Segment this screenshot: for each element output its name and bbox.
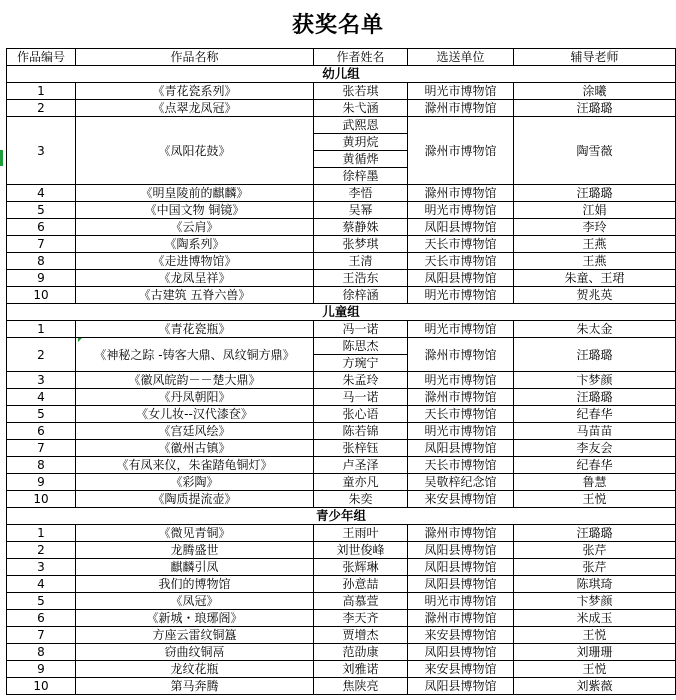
- work-title-cell: 《走进博物馆》: [76, 253, 314, 270]
- header-cell-work: 作品名称: [76, 49, 314, 66]
- teacher-cell: 王燕: [514, 236, 676, 253]
- unit-cell: 天长市博物馆: [408, 253, 514, 270]
- table-row: [7, 338, 676, 355]
- author-cell: 吴幂: [314, 202, 408, 219]
- work-number-cell: 1: [7, 525, 76, 542]
- teacher-cell: 卞梦颜: [514, 372, 676, 389]
- work-title-cell: 《明皇陵前的麒麟》: [76, 185, 314, 202]
- table-row: [7, 627, 676, 644]
- teacher-cell: 汪璐璐: [514, 185, 676, 202]
- table-row: [7, 678, 676, 695]
- teacher-cell: 涂曦: [514, 83, 676, 100]
- author-cell: 王雨叶: [314, 525, 408, 542]
- unit-cell: 凤阳县博物馆: [408, 542, 514, 559]
- work-number-cell: 7: [7, 627, 76, 644]
- author-cell: 武熙恩: [314, 117, 408, 134]
- unit-cell: 滁州市博物馆: [408, 389, 514, 406]
- work-title-cell: 《点翠龙凤冠》: [76, 100, 314, 117]
- unit-cell: 凤阳县博物馆: [408, 576, 514, 593]
- teacher-cell: 纪春华: [514, 457, 676, 474]
- work-title-cell: 《徽州古镇》: [76, 440, 314, 457]
- work-number-cell: 4: [7, 389, 76, 406]
- work-number-cell: 4: [7, 576, 76, 593]
- table-row: [7, 202, 676, 219]
- teacher-cell: 陶雪薇: [514, 117, 676, 185]
- author-cell: 王浩东: [314, 270, 408, 287]
- author-cell: 刘雅诺: [314, 661, 408, 678]
- work-number-cell: 10: [7, 287, 76, 304]
- table-row: [7, 219, 676, 236]
- teacher-cell: 米成玉: [514, 610, 676, 627]
- unit-cell: 凤阳县博物馆: [408, 559, 514, 576]
- table-row: [7, 661, 676, 678]
- work-number-cell: 9: [7, 270, 76, 287]
- unit-cell: 凤阳县博物馆: [408, 270, 514, 287]
- teacher-cell: 贺兆英: [514, 287, 676, 304]
- teacher-cell: 鲁慧: [514, 474, 676, 491]
- table-row: [7, 423, 676, 440]
- work-number-cell: 3: [7, 372, 76, 389]
- table-row: [7, 542, 676, 559]
- author-cell: 王清: [314, 253, 408, 270]
- unit-cell: 明光市博物馆: [408, 372, 514, 389]
- header-cell-teacher: 辅导老师: [514, 49, 676, 66]
- work-number-cell: 10: [7, 491, 76, 508]
- author-cell: 蔡静姝: [314, 219, 408, 236]
- work-number-cell: 5: [7, 202, 76, 219]
- teacher-cell: 刘紫薇: [514, 678, 676, 695]
- work-title-cell: 《陶质提流壶》: [76, 491, 314, 508]
- work-number-cell: 8: [7, 253, 76, 270]
- author-cell: 黄循烨: [314, 151, 408, 168]
- teacher-cell: 李友会: [514, 440, 676, 457]
- unit-cell: 凤阳县博物馆: [408, 219, 514, 236]
- teacher-cell: 刘珊珊: [514, 644, 676, 661]
- unit-cell: 来安县博物馆: [408, 491, 514, 508]
- work-title-cell: 《凤冠》: [76, 593, 314, 610]
- work-title-cell: 《龙凤呈祥》: [76, 270, 314, 287]
- work-title-cell: 窃曲纹铜鬲: [76, 644, 314, 661]
- unit-cell: 明光市博物馆: [408, 287, 514, 304]
- author-cell: 冯一诺: [314, 321, 408, 338]
- author-cell: 张辉琳: [314, 559, 408, 576]
- group-row: [7, 304, 676, 321]
- table-row: [7, 117, 676, 134]
- teacher-cell: 汪璐璐: [514, 389, 676, 406]
- header-cell-no: 作品编号: [7, 49, 76, 66]
- work-number-cell: 2: [7, 100, 76, 117]
- unit-cell: 凤阳县博物馆: [408, 644, 514, 661]
- work-number-cell: 2: [7, 338, 76, 372]
- unit-cell: 滁州市博物馆: [408, 117, 514, 185]
- work-number-cell: 7: [7, 236, 76, 253]
- teacher-cell: 朱童、王珺: [514, 270, 676, 287]
- unit-cell: 来安县博物馆: [408, 661, 514, 678]
- work-title-cell: 《女儿妆--汉代漆奁》: [76, 406, 314, 423]
- author-cell: 焦陕亮: [314, 678, 408, 695]
- teacher-cell: 张芹: [514, 542, 676, 559]
- author-cell: 朱弋涵: [314, 100, 408, 117]
- table-row: [7, 474, 676, 491]
- work-number-cell: 9: [7, 661, 76, 678]
- work-title-cell: 《彩陶》: [76, 474, 314, 491]
- author-cell: 张心语: [314, 406, 408, 423]
- header-row: [7, 49, 676, 66]
- work-number-cell: 8: [7, 457, 76, 474]
- work-title-cell: 《丹凤朝阳》: [76, 389, 314, 406]
- work-number-cell: 5: [7, 593, 76, 610]
- work-number-cell: 6: [7, 219, 76, 236]
- work-title-cell: 《徽风皖韵－－楚大鼎》: [76, 372, 314, 389]
- work-title-cell: 《中国文物 铜镜》: [76, 202, 314, 219]
- table-row: [7, 270, 676, 287]
- table-row: [7, 253, 676, 270]
- author-cell: 李悟: [314, 185, 408, 202]
- teacher-cell: 陈琪琦: [514, 576, 676, 593]
- unit-cell: 天长市博物馆: [408, 457, 514, 474]
- author-cell: 李天齐: [314, 610, 408, 627]
- author-cell: 陈若锦: [314, 423, 408, 440]
- work-title-cell: 我们的博物馆: [76, 576, 314, 593]
- group-row: [7, 508, 676, 525]
- work-title-cell: 《新城・琅琊阁》: [76, 610, 314, 627]
- work-number-cell: 1: [7, 83, 76, 100]
- unit-cell: 明光市博物馆: [408, 202, 514, 219]
- table-row: [7, 236, 676, 253]
- table-row: [7, 440, 676, 457]
- table-row: [7, 576, 676, 593]
- author-cell: 张若琪: [314, 83, 408, 100]
- author-cell: 陈思杰: [314, 338, 408, 355]
- work-number-cell: 10: [7, 678, 76, 695]
- work-number-cell: 4: [7, 185, 76, 202]
- work-number-cell: 3: [7, 117, 76, 185]
- group-row: [7, 66, 676, 83]
- work-title-cell: 《陶系列》: [76, 236, 314, 253]
- author-cell: 朱奕: [314, 491, 408, 508]
- table-row: [7, 491, 676, 508]
- author-cell: 卢圣泽: [314, 457, 408, 474]
- work-title-cell: 《凤阳花鼓》: [76, 117, 314, 185]
- work-title-cell: 《古建筑 五脊六兽》: [76, 287, 314, 304]
- unit-cell: 滁州市博物馆: [408, 185, 514, 202]
- table-row: [7, 559, 676, 576]
- work-number-cell: 2: [7, 542, 76, 559]
- work-title-cell: 《青花瓷瓶》: [76, 321, 314, 338]
- table-row: [7, 185, 676, 202]
- teacher-cell: 马苗苗: [514, 423, 676, 440]
- teacher-cell: 王悦: [514, 661, 676, 678]
- author-cell: 徐梓墨: [314, 168, 408, 185]
- table-row: [7, 525, 676, 542]
- work-number-cell: 8: [7, 644, 76, 661]
- unit-cell: 凤阳县博物馆: [408, 678, 514, 695]
- table-row: [7, 457, 676, 474]
- unit-cell: 滁州市博物馆: [408, 610, 514, 627]
- author-cell: 马一诺: [314, 389, 408, 406]
- author-cell: 范劭康: [314, 644, 408, 661]
- unit-cell: 天长市博物馆: [408, 236, 514, 253]
- teacher-cell: 张芹: [514, 559, 676, 576]
- work-number-cell: 1: [7, 321, 76, 338]
- teacher-cell: 江娟: [514, 202, 676, 219]
- unit-cell: 明光市博物馆: [408, 83, 514, 100]
- unit-cell: 明光市博物馆: [408, 423, 514, 440]
- unit-cell: 天长市博物馆: [408, 406, 514, 423]
- table-row: [7, 644, 676, 661]
- unit-cell: 滁州市博物馆: [408, 525, 514, 542]
- teacher-cell: 汪璐璐: [514, 525, 676, 542]
- unit-cell: 滁州市博物馆: [408, 100, 514, 117]
- teacher-cell: 汪璐璐: [514, 338, 676, 372]
- teacher-cell: 王悦: [514, 491, 676, 508]
- author-cell: 张梓钰: [314, 440, 408, 457]
- unit-cell: 明光市博物馆: [408, 593, 514, 610]
- work-title-cell: 《云肩》: [76, 219, 314, 236]
- teacher-cell: 汪璐璐: [514, 100, 676, 117]
- award-table: [6, 48, 676, 695]
- author-cell: 方琬宁: [314, 355, 408, 372]
- teacher-cell: 卞梦颜: [514, 593, 676, 610]
- teacher-cell: 李玲: [514, 219, 676, 236]
- page-title: 获奖名单: [291, 11, 384, 38]
- author-cell: 刘世俊峰: [314, 542, 408, 559]
- table-row: [7, 389, 676, 406]
- work-number-cell: 6: [7, 610, 76, 627]
- author-cell: 徐梓涵: [314, 287, 408, 304]
- work-title-cell: 《有凤来仪，朱雀踏龟铜灯》: [76, 457, 314, 474]
- header-cell-unit: 选送单位: [408, 49, 514, 66]
- unit-cell: 滁州市博物馆: [408, 338, 514, 372]
- work-number-cell: 5: [7, 406, 76, 423]
- work-number-cell: 6: [7, 423, 76, 440]
- table-row: [7, 100, 676, 117]
- work-number-cell: 7: [7, 440, 76, 457]
- teacher-cell: 朱太金: [514, 321, 676, 338]
- table-row: [7, 406, 676, 423]
- work-title-cell: 麒麟引凤: [76, 559, 314, 576]
- group-title: 青少年组: [7, 508, 676, 525]
- work-number-cell: 3: [7, 559, 76, 576]
- author-cell: 黄玥烷: [314, 134, 408, 151]
- work-title-cell: 《神秘之踪 -铸客大鼎、凤纹铜方鼎》: [76, 338, 314, 372]
- author-cell: 高慕萱: [314, 593, 408, 610]
- group-title: 儿童组: [7, 304, 676, 321]
- table-row: [7, 321, 676, 338]
- work-number-cell: 9: [7, 474, 76, 491]
- teacher-cell: 王燕: [514, 253, 676, 270]
- work-title-cell: 《青花瓷系列》: [76, 83, 314, 100]
- teacher-cell: 王悦: [514, 627, 676, 644]
- unit-cell: 来安县博物馆: [408, 627, 514, 644]
- row-marker: [0, 150, 3, 166]
- work-title-cell: 第马奔腾: [76, 678, 314, 695]
- unit-cell: 明光市博物馆: [408, 321, 514, 338]
- work-title-cell: 《微见青铜》: [76, 525, 314, 542]
- author-cell: 张梦琪: [314, 236, 408, 253]
- table-row: [7, 610, 676, 627]
- work-title-cell: 《宫廷风绘》: [76, 423, 314, 440]
- header-cell-author: 作者姓名: [314, 49, 408, 66]
- author-cell: 朱孟玲: [314, 372, 408, 389]
- table-row: [7, 372, 676, 389]
- teacher-cell: 纪春华: [514, 406, 676, 423]
- unit-cell: 凤阳县博物馆: [408, 440, 514, 457]
- group-title: 幼儿组: [7, 66, 676, 83]
- work-title-cell: 龙纹花瓶: [76, 661, 314, 678]
- unit-cell: 吴敬梓纪念馆: [408, 474, 514, 491]
- award-table-body: [7, 49, 676, 695]
- table-row: [7, 593, 676, 610]
- author-cell: 贾增杰: [314, 627, 408, 644]
- author-cell: 孙意喆: [314, 576, 408, 593]
- table-row: [7, 83, 676, 100]
- author-cell: 童亦凡: [314, 474, 408, 491]
- table-row: [7, 287, 676, 304]
- work-title-cell: 方座云雷纹铜簋: [76, 627, 314, 644]
- work-title-cell: 龙腾盛世: [76, 542, 314, 559]
